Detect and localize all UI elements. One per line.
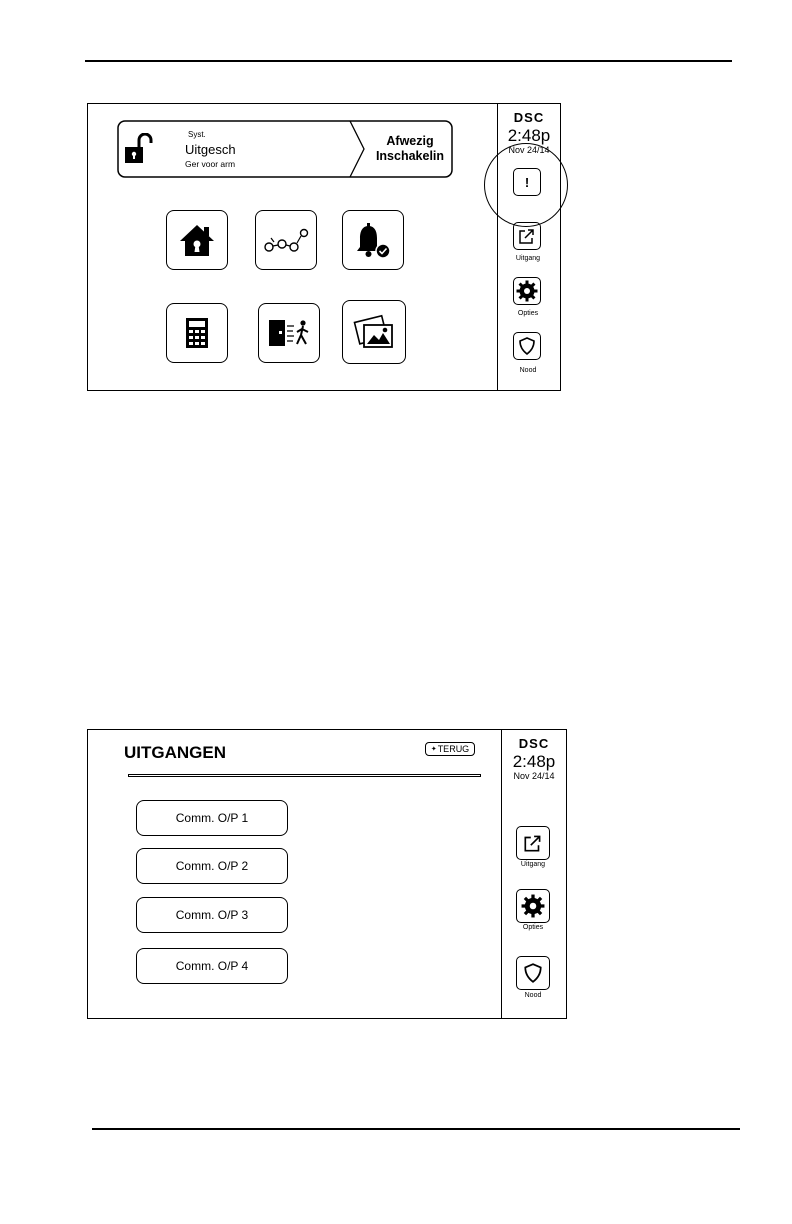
shield-icon [522,962,544,984]
system-state: Uitgesch [185,142,236,157]
tile-home[interactable] [166,210,228,270]
clock: 2:48p [507,126,551,145]
output-button-1[interactable] [136,800,288,836]
tile-alarms[interactable] [342,210,404,270]
home-screen [87,103,561,391]
output-button-3[interactable] [136,897,288,933]
alert-icon: ! [524,174,530,190]
emergency-button[interactable] [513,332,541,360]
arm-away-button[interactable] [367,134,453,164]
title-separator [128,774,481,777]
system-label: Syst. [188,130,206,139]
unlocked-padlock-icon [123,133,157,167]
outputs-screen [87,729,567,1019]
zones-icon [263,225,309,255]
gear-icon [521,894,545,918]
arm-away-line1: Afwezig [386,134,434,148]
options-label: Opties [522,924,544,931]
clock: 2:48p [512,752,556,771]
output-button-4[interactable] [136,948,288,984]
emergency-label: Nood [524,992,542,999]
external-link-icon [517,226,537,246]
output-button-2[interactable] [136,848,288,884]
date: Nov 24/14 [508,145,550,155]
output-label: Comm. O/P 3 [175,908,249,922]
ready-status: Ger voor arm [185,159,236,169]
tile-keypad[interactable] [166,303,228,363]
back-arrow-icon: ✦ [430,746,437,753]
back-label: TERUG [437,744,470,754]
top-rule [85,60,732,62]
alarm-bell-check-icon [353,220,393,260]
status-bar[interactable] [117,120,453,180]
external-link-icon [522,832,544,854]
tile-zones[interactable] [255,210,317,270]
output-label: Comm. O/P 2 [175,859,249,873]
home-keyhole-icon [177,222,217,258]
options-button[interactable] [513,277,541,305]
options-label: Opties [517,310,539,317]
tile-exit[interactable] [258,303,320,363]
page-title: UITGANGEN [124,743,226,762]
emergency-label: Nood [519,367,537,374]
photos-icon [352,313,396,351]
date: Nov 24/14 [513,771,555,781]
brand-logo: DSC [513,110,545,125]
gear-icon [516,280,538,302]
emergency-button[interactable] [516,956,550,990]
arm-away-line2: Inschakelin [375,149,445,163]
keypad-icon [185,317,209,349]
door-exit-person-icon [267,317,311,349]
output-label: Comm. O/P 4 [175,959,249,973]
shield-icon [517,336,537,356]
options-button[interactable] [516,889,550,923]
back-button[interactable] [425,742,475,756]
tile-photos[interactable] [342,300,406,364]
highlight-circle [484,143,568,227]
output-label: Comm. O/P 1 [175,811,249,825]
outputs-button[interactable] [516,826,550,860]
outputs-label: Uitgang [520,861,546,868]
brand-logo: DSC [518,736,550,751]
outputs-label: Uitgang [515,255,541,262]
sidebar [502,730,566,1018]
bottom-rule [92,1128,740,1130]
